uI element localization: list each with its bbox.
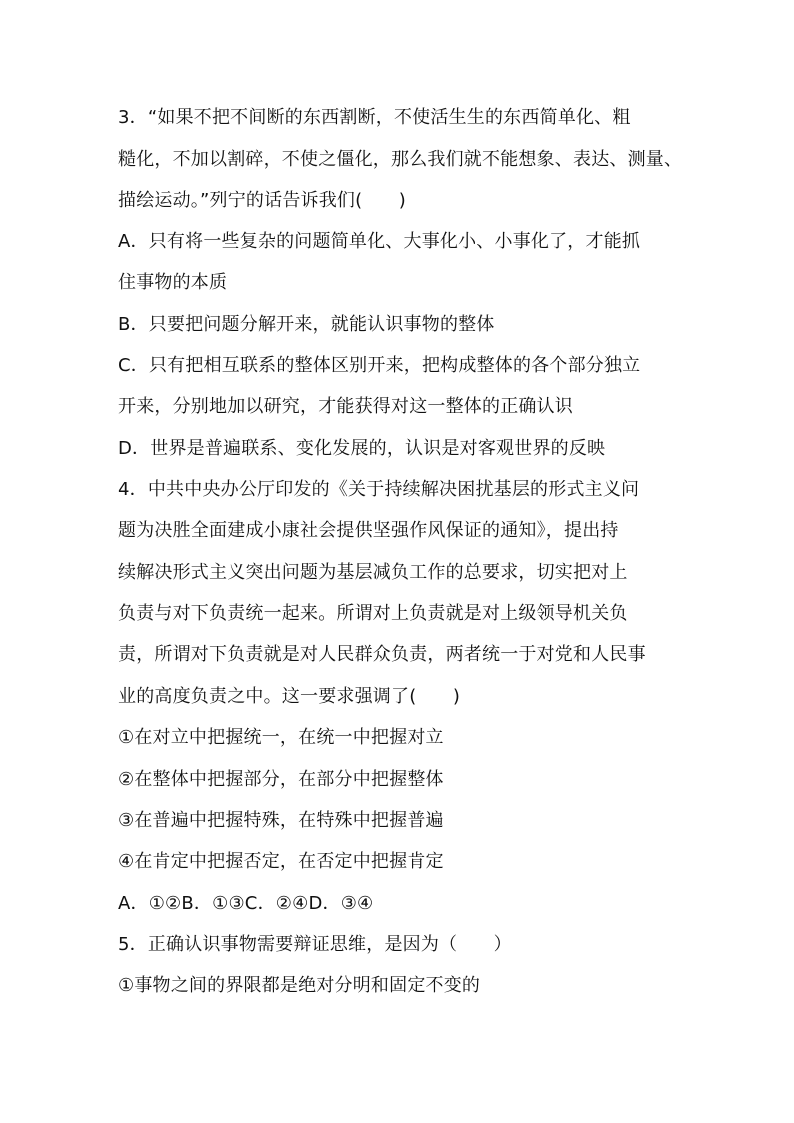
- question-4-stem-line-2: 题为决胜全面建成小康社会提供坚强作风保证的通知》，提出持: [118, 520, 619, 541]
- question-3-option-c-line-1: C．只有把相互联系的整体区别开来，把构成整体的各个部分独立: [118, 355, 641, 376]
- question-5-statement-1: ①事物之间的界限都是绝对分明和固定不变的: [118, 975, 481, 996]
- question-4-statement-1: ①在对立中把握统一，在统一中把握对立: [118, 727, 444, 748]
- question-4-options: A．①②B．①③C．②④D．③④: [118, 893, 374, 914]
- question-3-option-c-line-2: 开来，分别地加以研究，才能获得对这一整体的正确认识: [118, 396, 573, 417]
- question-3-option-d: D．世界是普遍联系、变化发展的，认识是对客观世界的反映: [118, 438, 606, 459]
- question-3-option-a-line-2: 住事物的本质: [118, 272, 228, 293]
- question-4-stem-line-6: 业的高度负责之中。这一要求强调了( ): [118, 686, 461, 707]
- question-4-stem-line-5: 责，所谓对下负责就是对人民群众负责，两者统一于对党和人民事: [118, 644, 646, 665]
- question-3-stem-line-3: 描绘运动。”列宁的话告诉我们( ): [118, 190, 406, 211]
- question-4-statement-4: ④在肯定中把握否定，在否定中把握肯定: [118, 851, 444, 872]
- question-3-option-a-line-1: A．只有将一些复杂的问题简单化、大事化小、小事化了，才能抓: [118, 231, 641, 252]
- question-4-stem-line-3: 续解决形式主义突出问题为基层减负工作的总要求，切实把对上: [118, 562, 628, 583]
- question-3-stem-line-2: 糙化，不加以割碎，不使之僵化，那么我们就不能想象、表达、测量、: [118, 149, 683, 170]
- question-4-stem-line-4: 负责与对下负责统一起来。所谓对上负责就是对上级领导机关负: [118, 603, 628, 624]
- question-5-stem: 5．正确认识事物需要辩证思维，是因为（ ）: [118, 934, 512, 955]
- question-3-stem-line-1: 3．“如果不把不间断的东西割断，不使活生生的东西简单化、粗: [118, 107, 631, 128]
- question-4-statement-2: ②在整体中把握部分，在部分中把握整体: [118, 769, 444, 790]
- question-4-stem-line-1: 4．中共中央办公厅印发的《关于持续解决困扰基层的形式主义问: [118, 479, 640, 500]
- question-4-statement-3: ③在普遍中把握特殊，在特殊中把握普遍: [118, 810, 444, 831]
- question-3-option-b: B．只要把问题分解开来，就能认识事物的整体: [118, 314, 495, 335]
